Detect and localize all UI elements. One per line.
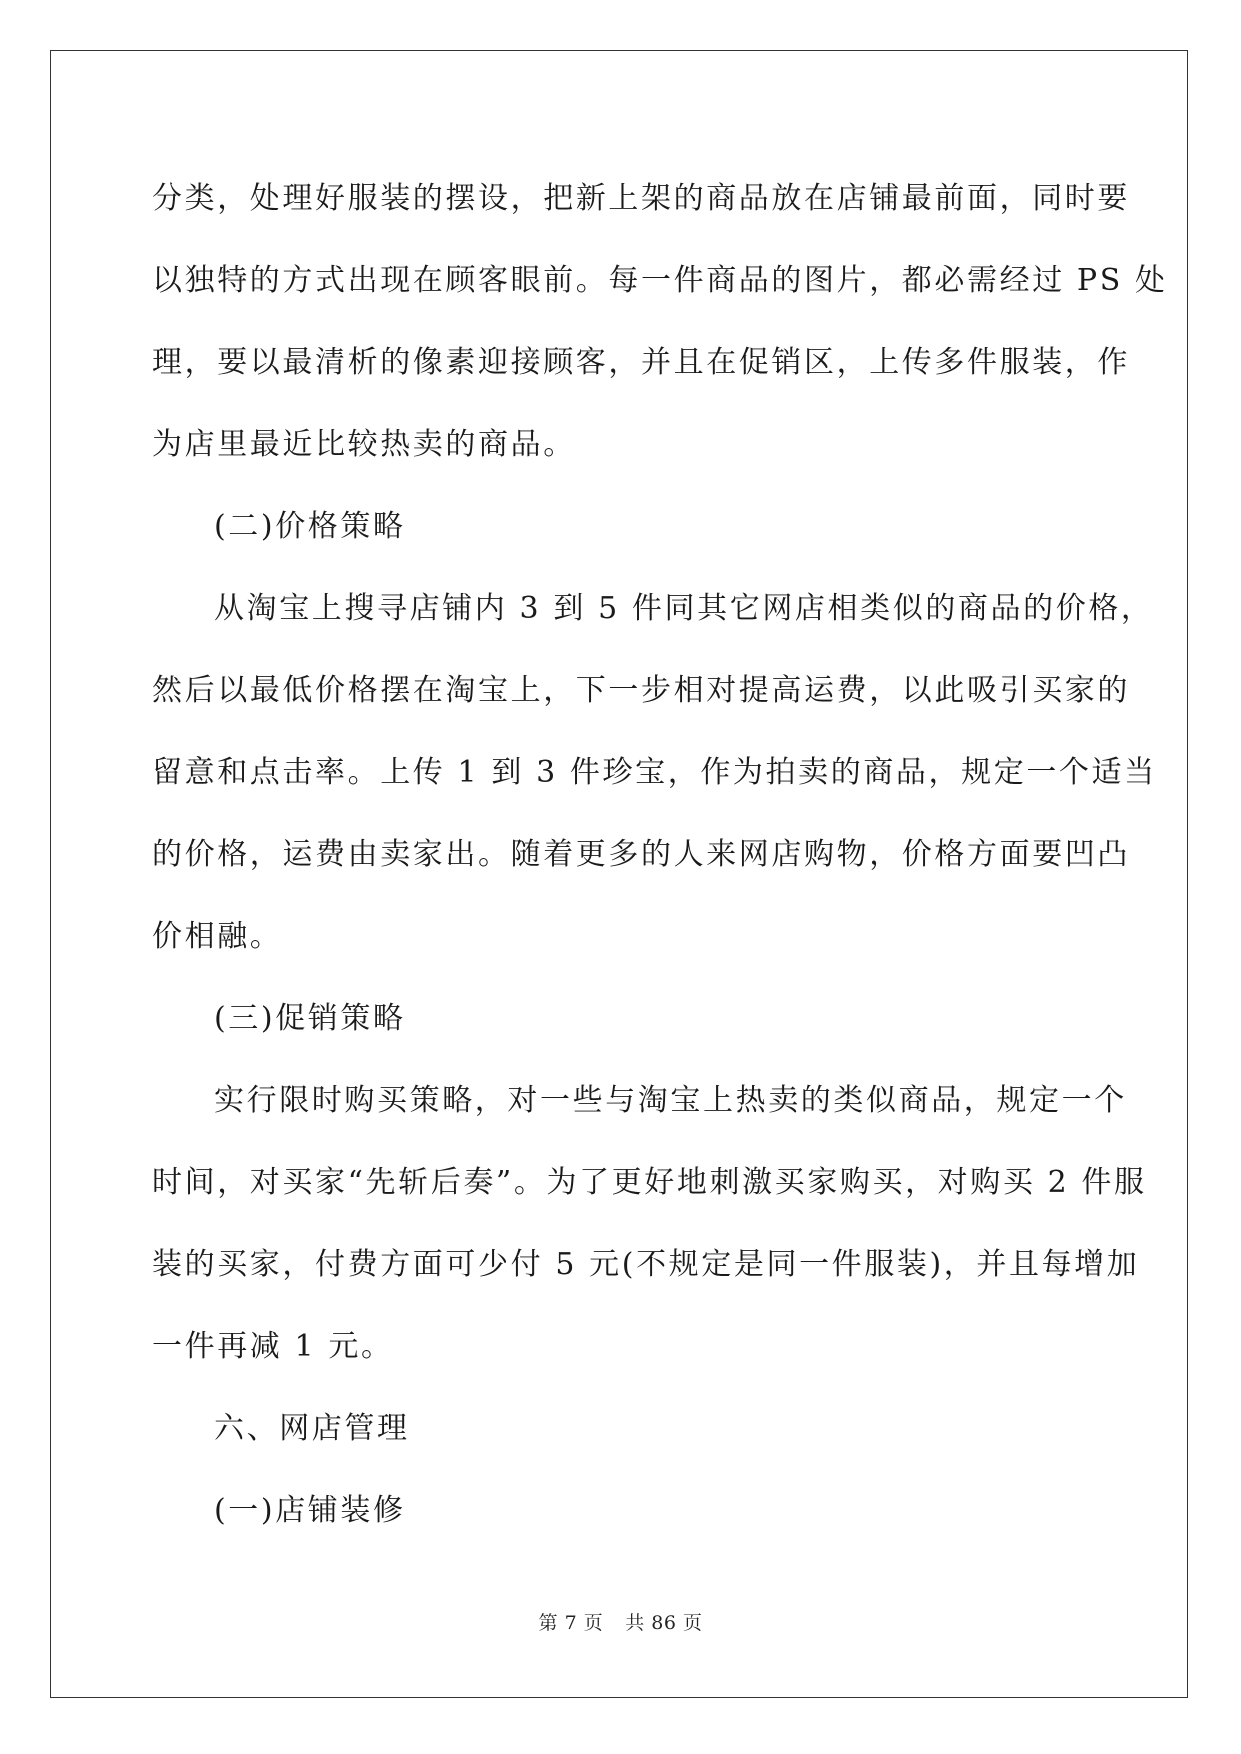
text-line: 的价格，运费由卖家出。随着更多的人来网店购物，价格方面要凹凸 (152, 837, 1130, 872)
section-heading: (二)价格策略 (214, 509, 406, 544)
text-line: 留意和点击率。上传 1 到 3 件珍宝，作为拍卖的商品，规定一个适当 (152, 755, 1157, 790)
text-line: 分类，处理好服装的摆设，把新上架的商品放在店铺最前面，同时要 (152, 181, 1130, 216)
text-line: 以独特的方式出现在顾客眼前。每一件商品的图片，都必需经过 PS 处 (152, 263, 1168, 298)
document-body (152, 158, 1168, 1552)
page-footer (0, 1608, 1241, 1635)
section-heading: (三)促销策略 (214, 1001, 406, 1036)
text-line: 理，要以最清析的像素迎接顾客，并且在促销区，上传多件服装，作 (152, 345, 1130, 380)
page-number: 第 7 页 (538, 1612, 604, 1634)
text-line: 从淘宝上搜寻店铺内 3 到 5 件同其它网店相类似的商品的价格， (214, 591, 1154, 626)
page-total: 共 86 页 (625, 1612, 703, 1634)
text-line: 然后以最低价格摆在淘宝上，下一步相对提高运费，以此吸引买家的 (152, 673, 1130, 708)
section-heading: 六、网店管理 (214, 1411, 410, 1446)
text-line: 时间，对买家“先斩后奏”。为了更好地刺激买家购买，对购买 2 件服 (152, 1165, 1147, 1200)
text-line: 实行限时购买策略，对一些与淘宝上热卖的类似商品，规定一个 (214, 1083, 1127, 1118)
text-line: 为店里最近比较热卖的商品。 (152, 427, 576, 462)
text-line: 一件再减 1 元。 (152, 1329, 394, 1364)
text-line: 装的买家，付费方面可少付 5 元(不规定是同一件服装)，并且每增加 (152, 1247, 1140, 1282)
text-line: 价相融。 (152, 919, 283, 954)
section-heading: (一)店铺装修 (214, 1493, 406, 1528)
